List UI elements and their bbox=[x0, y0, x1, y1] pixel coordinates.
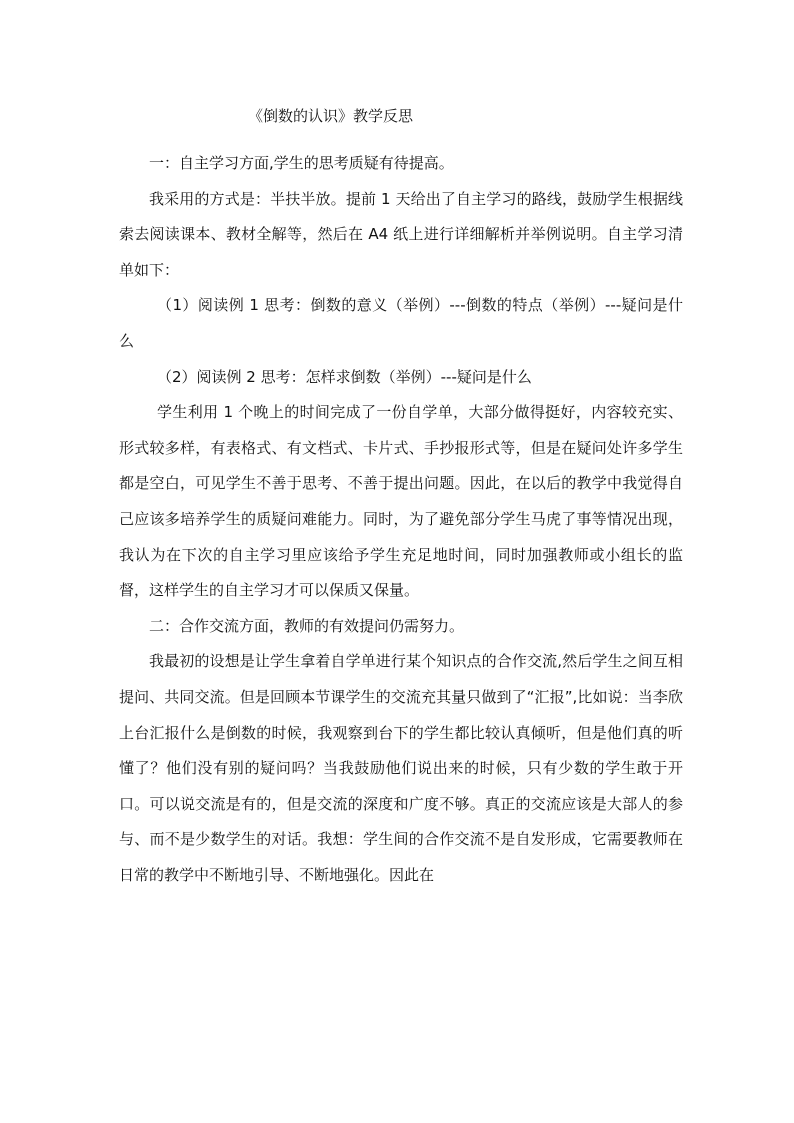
paragraph-task-2: （2）阅读例 2 思考：怎样求倒数（举例）---疑问是什么 bbox=[157, 367, 532, 386]
document-title: 《倒数的认识》教学反思 bbox=[248, 107, 414, 125]
section-heading-1: 一：自主学习方面,学生的思考质疑有待提高。 bbox=[149, 154, 454, 172]
paragraph-cooperation: 我最初的设想是让学生拿着自学单进行某个知识点的合作交流,然后学生之间互相提问、共同交流。但是回顾本节课学生的交流充其量只做到了“汇报”,比如说：当李欣上台汇报什么是倒数的时候，我观察到台下的学生都比较认真倾听，但是他们真的听懂了？他们没有别的疑问吗？当我鼓励他们说出来的时候，只有少数的学生敢于开口。可以说交流是有的，但是交流的深度和广度不够。真正的交流应该是大部人的参与、而不是少数学生的对话。我想：学生间的合作交流不是自发形成，它需要教师在日常的教学中不断地引导、不断地强化。因此在 bbox=[119, 652, 683, 884]
paragraph-task-1: （1）阅读例 1 思考：倒数的意义（举例）---倒数的特点（举例）---疑问是什么 bbox=[119, 296, 683, 350]
paragraph-self-study-result: 学生利用 1 个晚上的时间完成了一份自学单，大部分做得挺好，内容较充实、形式较多样，有表格式、有文档式、卡片式、手抄报形式等，但是在疑问处许多学生都是空白，可见学生不善于思考、不善于提出问题。因此，在以后的教学中我觉得自己应该多培养学生的质疑问难能力。同时，为了避免部分学生马虎了事等情况出现，我认为在下次的自主学习里应该给予学生充足地时间，同时加强教师或小组长的监督，这样学生的自主学习才可以保质又保量。 bbox=[119, 403, 683, 600]
section-heading-2: 二：合作交流方面，教师的有效提问仍需努力。 bbox=[149, 616, 465, 635]
document-body bbox=[119, 146, 683, 893]
paragraph-method: 我采用的方式是：半扶半放。提前 1 天给出了自主学习的路线，鼓励学生根据线索去阅读课本、教材全解等，然后在 A4 纸上进行详细解析并举例说明。自主学习清单如下： bbox=[119, 189, 683, 279]
